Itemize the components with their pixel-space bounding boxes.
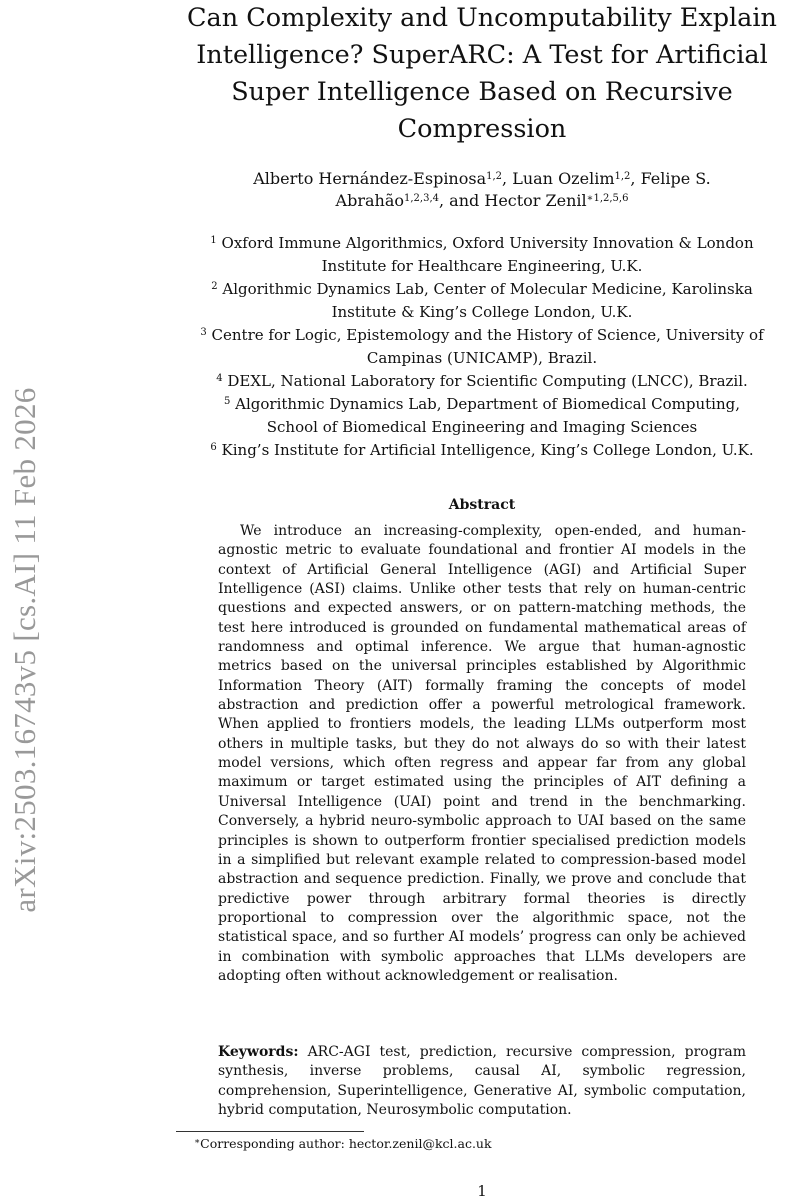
affiliation-text: DEXL, National Laboratory for Scientific Computing (LNCC), Brazil.: [227, 372, 748, 390]
footnote-divider: [176, 1131, 364, 1132]
title-line: Compression: [397, 114, 567, 144]
abstract-body: We introduce an increasing-complexity, open-ended, and human-agnostic metric to evaluate foundational and frontier AI models in the context of Artificial General Intelligence (AGI) and Artificial Super Intelligence (ASI) claims. Unlike other tests that rely on human-centric questions and expected answers, or on pattern-matching methods, the test here introduced is grounded on fundamental mathematical areas of randomness and optimal inference. We argue that human-agnostic metrics based on the universal principles established by Algorithmic Information Theory (AIT) formally framing the concepts of model abstraction and prediction offer a powerful metrological framework. When applied to frontiers models, the leading LLMs outperform most others in multiple tasks, but they do not always do so with their latest model versions, which often regress and appear far from any global maximum or target estimated using the principles of AIT defining a Universal Intelligence (UAI) point and trend in the benchmarking. Conversely, a hybrid neuro-symbolic approach to UAI based on the same principles is shown to outperform frontier specialised prediction models in a simplified but relevant example related to compression-based model abstraction and sequence prediction. Finally, we prove and conclude that predictive power through arbitrary formal theories is directly proportional to compression over the algorithmic space, not the statistical space, and so further AI models’ progress can only be achieved in combination with symbolic approaches that LLMs developers are adopting often without acknowledgement or realisation.: [218, 523, 746, 984]
affiliation-line: [176, 278, 788, 301]
keywords-label: Keywords:: [218, 1044, 299, 1060]
affiliation-list: [176, 232, 788, 462]
affiliation-line: [176, 370, 788, 393]
affiliation-number: 1: [210, 235, 217, 246]
footnote-mark: ∗: [194, 1137, 201, 1147]
keywords-text: ARC-AGI test, prediction, recursive compression, program synthesis, inverse problems, causal AI, symbolic regression, comprehension, Superintelligence, Generative AI, symbolic computation, hybrid computation, Neurosymbolic computation.: [218, 1044, 747, 1119]
author-name: Alberto Hernández-Espinosa: [253, 169, 487, 188]
affiliation-number: 6: [210, 442, 217, 453]
author-name: Felipe S.: [640, 169, 711, 188]
affiliation-line: [176, 393, 788, 416]
author-affil-sup: 1,2: [614, 171, 631, 182]
footnote-text: Corresponding author: hector.zenil@kcl.ac.uk: [200, 1136, 492, 1151]
affiliation-number: 4: [216, 373, 223, 384]
author-name: Luan Ozelim: [512, 169, 615, 188]
author-affil-sup: 1,2,3,4: [404, 193, 439, 204]
arxiv-identifier-text: arXiv:2503.16743v5 [cs.AI] 11 Feb 2026: [7, 387, 42, 913]
affiliation-text: Centre for Logic, Epistemology and the History of Science, University of: [211, 326, 764, 344]
affiliation-text: Oxford Immune Algorithmics, Oxford University Innovation & London: [221, 234, 754, 252]
affiliation-line: Campinas (UNICAMP), Brazil.: [366, 349, 598, 367]
abstract-heading: Abstract: [448, 497, 516, 513]
keywords: [218, 1043, 746, 1120]
author-line: Alberto Hernández-Espinosa$^{1,2}$, Luan Ozelim$^{1,2}$, Felipe S.: [253, 169, 711, 188]
affiliation-text: Algorithmic Dynamics Lab, Department of Biomedical Computing,: [235, 395, 740, 413]
affiliation-line: Institute & King’s College London, U.K.: [331, 303, 633, 321]
title-line: Super Intelligence Based on Recursive: [231, 77, 733, 107]
affiliation-text: King’s Institute for Artificial Intelligence, King’s College London, U.K.: [221, 441, 754, 459]
affiliation-number: 2: [211, 281, 218, 292]
affiliation-number: 5: [224, 396, 231, 407]
affiliation-line: Institute for Healthcare Engineering, U.K.: [321, 257, 643, 275]
author-conjunction: and: [449, 191, 480, 210]
author-affil-sup: ∗1,2,5,6: [586, 193, 629, 204]
author-name: Hector Zenil: [484, 191, 587, 210]
affiliation-number: 3: [200, 327, 207, 338]
paper-title: [176, 0, 788, 148]
page-number: 1: [477, 1182, 487, 1200]
footnote: [194, 1136, 492, 1151]
author-name: Abrahão: [335, 191, 404, 210]
title-line: Can Complexity and Uncomputability Explain: [187, 3, 777, 33]
affiliation-text: Algorithmic Dynamics Lab, Center of Molecular Medicine, Karolinska: [222, 280, 753, 298]
affiliation-line: [176, 439, 788, 462]
author-line: Abrahão$^{1,2,3,4}$, and Hector Zenil$^{∗1,2,5,6}$: [335, 191, 629, 210]
arxiv-identifier: [4, 330, 46, 970]
author-list: [176, 168, 788, 212]
affiliation-line: School of Biomedical Engineering and Imaging Sciences: [266, 418, 698, 436]
author-affil-sup: 1,2: [486, 171, 503, 182]
title-line: Intelligence? SuperARC: A Test for Artificial: [196, 40, 768, 70]
affiliation-line: [176, 232, 788, 255]
affiliation-line: [176, 324, 788, 347]
